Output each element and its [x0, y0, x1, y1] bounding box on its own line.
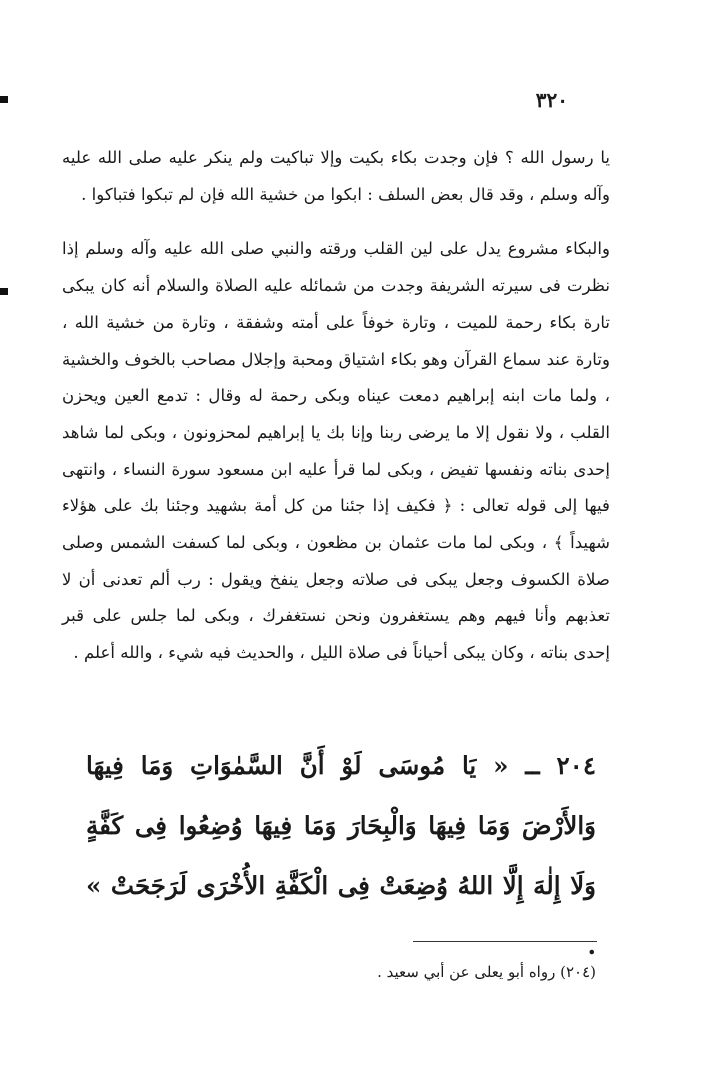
paragraph: والبكاء مشروع يدل على لين القلب ورقته والنبي صلى الله عليه وآله وسلم إذا نظرت فى سيرته الشريفة وجدت من شمائله عليه الصلاة والسلام أنه كان يبكى تارة بكاء رحمة للميت ، وتارة خوفاً على أمته وشفقة ، وتارة من خشية الله ، وتارة عند سماع القرآن وهو بكاء اشتياق ومحبة وإجلال مصاحب بالخوف والخشية ، ولما مات ابنه إبراهيم دمعت عيناه وبكى رحمة له وقال : تدمع العين ويحزن القلب ، ولا نقول إلا ما يرضى ربنا وإنا بك يا إبراهيم لمحزونون ، وبكى لما شاهد إحدى بناته ونفسها تفيض ، وبكى لما قرأ عليه ابن مسعود سورة النساء ، وانتهى فيها إلى قوله تعالى : ﴿ فكيف إذا جئنا من كل أمة بشهيد وجئنا بك على هؤلاء شهيداً ﴾ ، وبكى لما مات عثمان بن مظعون ، وبكى لما كسفت الشمس وصلى صلاة الكسوف وجعل يبكى فى صلاته وجعل ينفخ ويقول : رب ألم تعدنى أن لا تعذبهم وأنا فيهم وهم يستغفرون ونحن نستغفرك ، وبكى لما جلس على قبر إحدى بناته ، وكان يبكى أحياناً فى صلاة الليل ، والحديث فيه شيء ، والله أعلم . — [62, 239, 610, 663]
footnote: (٢٠٤) رواه أبو يعلى عن أبي سعيد . — [377, 963, 596, 981]
page-number: ٣٢٠ — [535, 88, 568, 112]
body-text — [62, 140, 610, 672]
page-edge-mark — [0, 288, 8, 295]
hadith-text: ٢٠٤ ــ « يَا مُوسَى لَوْ أَنَّ السَّمٰوَاتِ وَمَا فِيهَا وَالأَرْضَ وَمَا فِيهَا وَالْبِحَارَ وَمَا فِيهَا وُضِعُوا فِى كَفَّةٍ وَلَا إِلٰهَ إِلَّا اللهُ وُضِعَتْ فِى الْكَفَّةِ الأُخْرَى لَرَجَحَتْ » . — [86, 751, 596, 960]
paragraph: يا رسول الله ؟ فإن وجدت بكاء بكيت وإلا تباكيت ولم ينكر عليه صلى الله عليه وآله وسلم ، وقد قال بعض السلف : ابكوا من خشية الله فإن لم تبكوا فتباكوا . — [62, 148, 610, 204]
page-edge-mark — [0, 96, 8, 103]
footnote-divider — [413, 941, 597, 942]
